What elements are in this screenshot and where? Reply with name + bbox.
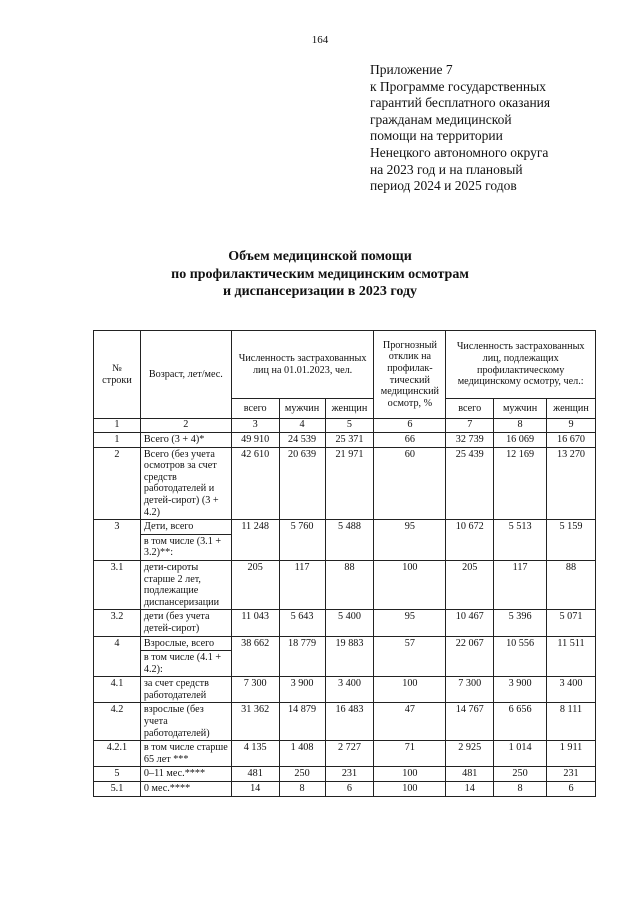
col-number: 4 bbox=[279, 419, 325, 433]
cell-s-men: 10 556 bbox=[494, 636, 547, 677]
cell-s-men: 5 396 bbox=[494, 610, 547, 636]
cell-s-total: 25 439 bbox=[446, 447, 494, 520]
cell-s-men: 6 656 bbox=[494, 703, 547, 741]
cell-i-women: 21 971 bbox=[325, 447, 374, 520]
row-label: Всего (3 + 4)* bbox=[140, 433, 231, 448]
cell-s-women: 3 400 bbox=[547, 677, 596, 703]
table-row bbox=[94, 636, 596, 651]
cell-s-women: 8 111 bbox=[547, 703, 596, 741]
appendix-line: Ненецкого автономного округа bbox=[370, 144, 549, 160]
row-sublabel: в том числе (3.1 + 3.2)**: bbox=[140, 534, 231, 560]
cell-i-total: 11 043 bbox=[231, 610, 279, 636]
col-number: 3 bbox=[231, 419, 279, 433]
row-label: за счет средств работодателей bbox=[140, 677, 231, 703]
cell-pct: 71 bbox=[374, 741, 446, 767]
appendix-line: на 2023 год и на плановый bbox=[370, 161, 523, 177]
cell-s-men: 250 bbox=[494, 767, 547, 782]
cell-i-men: 1 408 bbox=[279, 741, 325, 767]
header-subject-women: женщин bbox=[547, 399, 596, 419]
cell-s-men: 3 900 bbox=[494, 677, 547, 703]
table-row bbox=[94, 703, 596, 741]
cell-s-total: 32 739 bbox=[446, 433, 494, 448]
cell-pct: 95 bbox=[374, 610, 446, 636]
cell-i-men: 8 bbox=[279, 782, 325, 797]
cell-i-men: 18 779 bbox=[279, 636, 325, 677]
col-number: 6 bbox=[374, 419, 446, 433]
cell-i-total: 38 662 bbox=[231, 636, 279, 677]
header-insured-total: всего bbox=[231, 399, 279, 419]
row-number: 3 bbox=[94, 520, 141, 561]
cell-i-men: 5 760 bbox=[279, 520, 325, 561]
cell-s-men: 8 bbox=[494, 782, 547, 797]
row-number: 4.2 bbox=[94, 703, 141, 741]
header-insured-men: мужчин bbox=[279, 399, 325, 419]
row-label: Всего (без учета осмотров за счет средств работодателей и детей-сирот) (3 + 4.2) bbox=[140, 447, 231, 520]
cell-i-women: 6 bbox=[325, 782, 374, 797]
table-row bbox=[94, 767, 596, 782]
table-row bbox=[94, 741, 596, 767]
cell-s-total: 14 bbox=[446, 782, 494, 797]
col-number: 8 bbox=[494, 419, 547, 433]
cell-i-total: 4 135 bbox=[231, 741, 279, 767]
cell-pct: 100 bbox=[374, 677, 446, 703]
cell-s-women: 5 071 bbox=[547, 610, 596, 636]
cell-i-men: 3 900 bbox=[279, 677, 325, 703]
page-number: 164 bbox=[311, 34, 329, 46]
cell-i-men: 14 879 bbox=[279, 703, 325, 741]
cell-pct: 57 bbox=[374, 636, 446, 677]
table-row bbox=[94, 610, 596, 636]
title-line: по профилактическим медицинским осмотрам bbox=[171, 266, 469, 282]
cell-s-men: 117 bbox=[494, 560, 547, 609]
cell-i-women: 88 bbox=[325, 560, 374, 609]
header-insured-women: женщин bbox=[325, 399, 374, 419]
cell-i-total: 42 610 bbox=[231, 447, 279, 520]
cell-i-women: 3 400 bbox=[325, 677, 374, 703]
row-label: 0 мес.**** bbox=[140, 782, 231, 797]
row-label: 0–11 мес.**** bbox=[140, 767, 231, 782]
col-number: 2 bbox=[140, 419, 231, 433]
cell-pct: 60 bbox=[374, 447, 446, 520]
header-subject-total: всего bbox=[446, 399, 494, 419]
cell-i-women: 2 727 bbox=[325, 741, 374, 767]
table-row bbox=[94, 447, 596, 520]
header-subject: Численность застрахованных лиц, подлежащих профилактическому медицинскому осмотру, чел.: bbox=[446, 331, 596, 399]
table-row bbox=[94, 782, 596, 797]
cell-s-total: 481 bbox=[446, 767, 494, 782]
row-number: 4.1 bbox=[94, 677, 141, 703]
row-number: 5.1 bbox=[94, 782, 141, 797]
cell-pct: 66 bbox=[374, 433, 446, 448]
cell-i-men: 250 bbox=[279, 767, 325, 782]
cell-s-total: 22 067 bbox=[446, 636, 494, 677]
cell-i-total: 481 bbox=[231, 767, 279, 782]
table-row bbox=[94, 677, 596, 703]
cell-s-total: 10 672 bbox=[446, 520, 494, 561]
col-number: 9 bbox=[547, 419, 596, 433]
cell-s-women: 16 670 bbox=[547, 433, 596, 448]
cell-i-men: 117 bbox=[279, 560, 325, 609]
appendix-line: гарантий бесплатного оказания bbox=[370, 95, 551, 111]
title-line: и диспансеризации в 2023 году bbox=[222, 284, 418, 299]
cell-pct: 47 bbox=[374, 703, 446, 741]
row-label: в том числе старше 65 лет *** bbox=[140, 741, 231, 767]
cell-s-total: 14 767 bbox=[446, 703, 494, 741]
row-number: 4.2.1 bbox=[94, 741, 141, 767]
cell-pct: 100 bbox=[374, 560, 446, 609]
row-number: 2 bbox=[94, 447, 141, 520]
cell-i-women: 25 371 bbox=[325, 433, 374, 448]
appendix-line: гражданам медицинской bbox=[370, 111, 512, 127]
cell-i-women: 19 883 bbox=[325, 636, 374, 677]
cell-s-women: 231 bbox=[547, 767, 596, 782]
row-number: 3.2 bbox=[94, 610, 141, 636]
row-sublabel: в том числе (4.1 + 4.2): bbox=[140, 651, 231, 677]
cell-i-women: 16 483 bbox=[325, 703, 374, 741]
cell-pct: 100 bbox=[374, 782, 446, 797]
cell-i-men: 20 639 bbox=[279, 447, 325, 520]
cell-s-men: 12 169 bbox=[494, 447, 547, 520]
cell-s-men: 16 069 bbox=[494, 433, 547, 448]
cell-i-total: 7 300 bbox=[231, 677, 279, 703]
document-title bbox=[0, 248, 640, 301]
cell-s-women: 6 bbox=[547, 782, 596, 797]
col-number: 1 bbox=[94, 419, 141, 433]
cell-s-women: 88 bbox=[547, 560, 596, 609]
table-row bbox=[94, 433, 596, 448]
header-insured: Численность застрахованных лиц на 01.01.2023, чел. bbox=[231, 331, 374, 399]
row-label: Взрослые, всего bbox=[140, 636, 231, 651]
cell-s-total: 205 bbox=[446, 560, 494, 609]
cell-pct: 95 bbox=[374, 520, 446, 561]
table-row bbox=[94, 520, 596, 535]
header-row-no: № строки bbox=[94, 331, 141, 419]
cell-s-men: 5 513 bbox=[494, 520, 547, 561]
row-label: дети-сироты старше 2 лет, подлежащие диспансеризации bbox=[140, 560, 231, 609]
row-number: 5 bbox=[94, 767, 141, 782]
row-label: дети (без учета детей-сирот) bbox=[140, 610, 231, 636]
cell-i-total: 14 bbox=[231, 782, 279, 797]
cell-s-total: 2 925 bbox=[446, 741, 494, 767]
col-number: 7 bbox=[446, 419, 494, 433]
cell-s-women: 11 511 bbox=[547, 636, 596, 677]
volume-table bbox=[93, 330, 596, 797]
cell-s-women: 1 911 bbox=[547, 741, 596, 767]
appendix-caption bbox=[370, 62, 620, 195]
header-age: Возраст, лет/мес. bbox=[140, 331, 231, 419]
cell-i-total: 49 910 bbox=[231, 433, 279, 448]
cell-s-women: 5 159 bbox=[547, 520, 596, 561]
title-line: Объем медицинской помощи bbox=[228, 249, 412, 264]
row-number: 4 bbox=[94, 636, 141, 677]
cell-i-women: 231 bbox=[325, 767, 374, 782]
cell-i-men: 5 643 bbox=[279, 610, 325, 636]
cell-i-total: 205 bbox=[231, 560, 279, 609]
cell-i-total: 31 362 bbox=[231, 703, 279, 741]
cell-s-men: 1 014 bbox=[494, 741, 547, 767]
cell-s-total: 10 467 bbox=[446, 610, 494, 636]
cell-s-women: 13 270 bbox=[547, 447, 596, 520]
appendix-line: помощи на территории bbox=[370, 128, 503, 144]
row-number: 1 bbox=[94, 433, 141, 448]
row-label: взрослые (без учета работодателей) bbox=[140, 703, 231, 741]
cell-i-men: 24 539 bbox=[279, 433, 325, 448]
cell-s-total: 7 300 bbox=[446, 677, 494, 703]
cell-pct: 100 bbox=[374, 767, 446, 782]
table-row bbox=[94, 560, 596, 609]
appendix-line: Приложение 7 bbox=[370, 62, 453, 77]
appendix-line: к Программе государственных bbox=[370, 78, 546, 94]
row-number: 3.1 bbox=[94, 560, 141, 609]
appendix-line: период 2024 и 2025 годов bbox=[370, 178, 517, 194]
col-number: 5 bbox=[325, 419, 374, 433]
header-subject-men: мужчин bbox=[494, 399, 547, 419]
cell-i-women: 5 488 bbox=[325, 520, 374, 561]
row-label: Дети, всего bbox=[140, 520, 231, 535]
cell-i-women: 5 400 bbox=[325, 610, 374, 636]
cell-i-total: 11 248 bbox=[231, 520, 279, 561]
header-forecast: Прогнозный отклик на профилак-тический медицинский осмотр, % bbox=[374, 331, 446, 419]
